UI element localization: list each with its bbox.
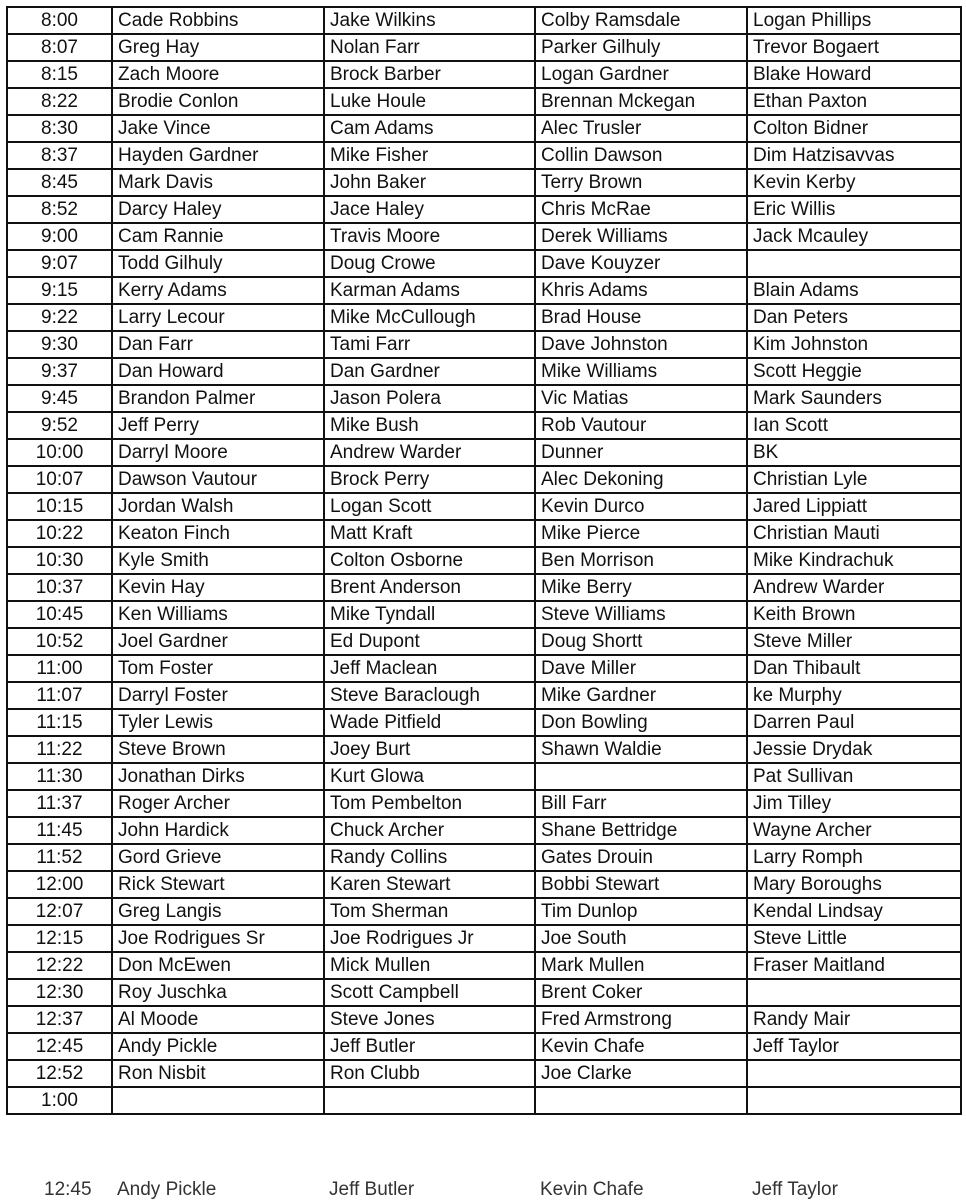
player-cell: [535, 1087, 747, 1114]
table-row: [7, 304, 961, 331]
player-cell: Mike Tyndall: [324, 601, 535, 628]
player-cell: Joey Burt: [324, 736, 535, 763]
player-cell: Keaton Finch: [112, 520, 324, 547]
player-cell: Steve Jones: [324, 1006, 535, 1033]
tee-time-cell: 11:37: [7, 790, 112, 817]
player-cell: Dave Johnston: [535, 331, 747, 358]
tee-time-cell: 9:07: [7, 250, 112, 277]
table-row: [7, 223, 961, 250]
player-cell: Bobbi Stewart: [535, 871, 747, 898]
table-row: [7, 763, 961, 790]
table-row: [7, 1060, 961, 1087]
player-cell: Logan Gardner: [535, 61, 747, 88]
table-row: [7, 952, 961, 979]
player-cell: Roger Archer: [112, 790, 324, 817]
table-row: [7, 7, 961, 34]
tee-time-cell: 8:52: [7, 196, 112, 223]
player-cell: Dan Farr: [112, 331, 324, 358]
player-cell: Chuck Archer: [324, 817, 535, 844]
tee-time-cell: 10:07: [7, 466, 112, 493]
player-cell: Roy Juschka: [112, 979, 324, 1006]
player-cell: Mike Gardner: [535, 682, 747, 709]
player-cell: Ethan Paxton: [747, 88, 961, 115]
table-row: [7, 250, 961, 277]
table-row: [7, 871, 961, 898]
player-cell: Jonathan Dirks: [112, 763, 324, 790]
player-cell: Jack Mcauley: [747, 223, 961, 250]
player-cell: Dawson Vautour: [112, 466, 324, 493]
cutoff-player-3: Kevin Chafe: [540, 1179, 644, 1200]
player-cell: Brennan Mckegan: [535, 88, 747, 115]
tee-time-cell: 8:22: [7, 88, 112, 115]
tee-time-cell: 12:37: [7, 1006, 112, 1033]
player-cell: Jeff Maclean: [324, 655, 535, 682]
player-cell: Jake Vince: [112, 115, 324, 142]
player-cell: Logan Phillips: [747, 7, 961, 34]
player-cell: Christian Mauti: [747, 520, 961, 547]
player-cell: Mike Fisher: [324, 142, 535, 169]
player-cell: Jake Wilkins: [324, 7, 535, 34]
player-cell: Steve Williams: [535, 601, 747, 628]
player-cell: Ed Dupont: [324, 628, 535, 655]
tee-time-cell: 11:00: [7, 655, 112, 682]
player-cell: Scott Heggie: [747, 358, 961, 385]
player-cell: BK: [747, 439, 961, 466]
player-cell: Logan Scott: [324, 493, 535, 520]
tee-time-cell: 11:52: [7, 844, 112, 871]
player-cell: Mary Boroughs: [747, 871, 961, 898]
table-row: [7, 844, 961, 871]
player-cell: Mark Saunders: [747, 385, 961, 412]
player-cell: Joe Clarke: [535, 1060, 747, 1087]
player-cell: Larry Lecour: [112, 304, 324, 331]
player-cell: Mark Mullen: [535, 952, 747, 979]
player-cell: Don Bowling: [535, 709, 747, 736]
tee-time-cell: 9:00: [7, 223, 112, 250]
player-cell: Jeff Taylor: [747, 1033, 961, 1060]
player-cell: Vic Matias: [535, 385, 747, 412]
player-cell: Joe Rodrigues Jr: [324, 925, 535, 952]
player-cell: Joe South: [535, 925, 747, 952]
player-cell: Gates Drouin: [535, 844, 747, 871]
player-cell: Steve Brown: [112, 736, 324, 763]
player-cell: Khris Adams: [535, 277, 747, 304]
table-row: [7, 547, 961, 574]
tee-time-cell: 11:30: [7, 763, 112, 790]
player-cell: Steve Little: [747, 925, 961, 952]
tee-time-cell: 10:00: [7, 439, 112, 466]
player-cell: Al Moode: [112, 1006, 324, 1033]
player-cell: Larry Romph: [747, 844, 961, 871]
cutoff-player-1: Andy Pickle: [117, 1179, 217, 1200]
player-cell: [747, 979, 961, 1006]
player-cell: Kim Johnston: [747, 331, 961, 358]
player-cell: Colby Ramsdale: [535, 7, 747, 34]
table-row: [7, 979, 961, 1006]
player-cell: Kevin Hay: [112, 574, 324, 601]
table-row: [7, 88, 961, 115]
player-cell: Brock Perry: [324, 466, 535, 493]
player-cell: Dunner: [535, 439, 747, 466]
player-cell: Blain Adams: [747, 277, 961, 304]
player-cell: Darren Paul: [747, 709, 961, 736]
table-row: [7, 439, 961, 466]
player-cell: Don McEwen: [112, 952, 324, 979]
player-cell: Jeff Butler: [324, 1033, 535, 1060]
player-cell: Kevin Durco: [535, 493, 747, 520]
player-cell: Jared Lippiatt: [747, 493, 961, 520]
tee-time-cell: 8:15: [7, 61, 112, 88]
tee-time-cell: 8:00: [7, 7, 112, 34]
player-cell: Tom Foster: [112, 655, 324, 682]
tee-time-cell: 11:07: [7, 682, 112, 709]
player-cell: Dan Howard: [112, 358, 324, 385]
player-cell: Mark Davis: [112, 169, 324, 196]
player-cell: Randy Collins: [324, 844, 535, 871]
player-cell: Mike Williams: [535, 358, 747, 385]
player-cell: Karen Stewart: [324, 871, 535, 898]
tee-time-cell: 11:22: [7, 736, 112, 763]
player-cell: Dave Kouyzer: [535, 250, 747, 277]
player-cell: Steve Miller: [747, 628, 961, 655]
tee-time-cell: 1:00: [7, 1087, 112, 1114]
tee-time-cell: 10:37: [7, 574, 112, 601]
player-cell: Steve Baraclough: [324, 682, 535, 709]
table-row: [7, 682, 961, 709]
tee-time-cell: 9:52: [7, 412, 112, 439]
player-cell: Joe Rodrigues Sr: [112, 925, 324, 952]
tee-time-cell: 9:22: [7, 304, 112, 331]
player-cell: Bill Farr: [535, 790, 747, 817]
tee-time-cell: 12:00: [7, 871, 112, 898]
player-cell: Hayden Gardner: [112, 142, 324, 169]
player-cell: Wade Pitfield: [324, 709, 535, 736]
table-row: [7, 358, 961, 385]
player-cell: Rick Stewart: [112, 871, 324, 898]
player-cell: John Baker: [324, 169, 535, 196]
tee-time-cell: 12:15: [7, 925, 112, 952]
player-cell: Ken Williams: [112, 601, 324, 628]
tee-time-cell: 10:52: [7, 628, 112, 655]
player-cell: Joel Gardner: [112, 628, 324, 655]
player-cell: Andy Pickle: [112, 1033, 324, 1060]
cutoff-player-2: Jeff Butler: [329, 1179, 415, 1200]
player-cell: Colton Bidner: [747, 115, 961, 142]
tee-time-cell: 12:52: [7, 1060, 112, 1087]
player-cell: Greg Hay: [112, 34, 324, 61]
player-cell: Brent Coker: [535, 979, 747, 1006]
table-row: [7, 142, 961, 169]
player-cell: Keith Brown: [747, 601, 961, 628]
table-row: [7, 817, 961, 844]
player-cell: Doug Crowe: [324, 250, 535, 277]
player-cell: Kevin Kerby: [747, 169, 961, 196]
player-cell: Mike McCullough: [324, 304, 535, 331]
player-cell: Kendal Lindsay: [747, 898, 961, 925]
player-cell: Mike Kindrachuk: [747, 547, 961, 574]
player-cell: Mick Mullen: [324, 952, 535, 979]
player-cell: Greg Langis: [112, 898, 324, 925]
tee-time-cell: 9:30: [7, 331, 112, 358]
tee-time-cell: 12:22: [7, 952, 112, 979]
table-row: [7, 169, 961, 196]
player-cell: [747, 250, 961, 277]
player-cell: Mike Bush: [324, 412, 535, 439]
player-cell: Tim Dunlop: [535, 898, 747, 925]
player-cell: Pat Sullivan: [747, 763, 961, 790]
player-cell: Dan Peters: [747, 304, 961, 331]
player-cell: Collin Dawson: [535, 142, 747, 169]
cutoff-row: [6, 1179, 960, 1200]
player-cell: Terry Brown: [535, 169, 747, 196]
player-cell: Matt Kraft: [324, 520, 535, 547]
tee-time-cell: 8:37: [7, 142, 112, 169]
player-cell: Ben Morrison: [535, 547, 747, 574]
player-cell: Kevin Chafe: [535, 1033, 747, 1060]
player-cell: [324, 1087, 535, 1114]
player-cell: [112, 1087, 324, 1114]
player-cell: Karman Adams: [324, 277, 535, 304]
player-cell: Mike Berry: [535, 574, 747, 601]
player-cell: Nolan Farr: [324, 34, 535, 61]
table-row: [7, 115, 961, 142]
player-cell: Zach Moore: [112, 61, 324, 88]
table-row: [7, 628, 961, 655]
player-cell: Cam Rannie: [112, 223, 324, 250]
tee-time-cell: 9:45: [7, 385, 112, 412]
table-row: [7, 1006, 961, 1033]
player-cell: Brad House: [535, 304, 747, 331]
player-cell: Mike Pierce: [535, 520, 747, 547]
table-row: [7, 736, 961, 763]
player-cell: Jeff Perry: [112, 412, 324, 439]
table-row: [7, 61, 961, 88]
tee-time-cell: 12:45: [7, 1033, 112, 1060]
cutoff-time: 12:45: [44, 1179, 92, 1200]
player-cell: Darcy Haley: [112, 196, 324, 223]
player-cell: [535, 763, 747, 790]
table-row: [7, 196, 961, 223]
player-cell: Kyle Smith: [112, 547, 324, 574]
player-cell: Chris McRae: [535, 196, 747, 223]
tee-time-cell: 12:30: [7, 979, 112, 1006]
tee-time-cell: 12:07: [7, 898, 112, 925]
player-cell: Derek Williams: [535, 223, 747, 250]
player-cell: ke Murphy: [747, 682, 961, 709]
player-cell: Todd Gilhuly: [112, 250, 324, 277]
player-cell: Cam Adams: [324, 115, 535, 142]
tee-time-cell: 10:45: [7, 601, 112, 628]
player-cell: Dan Gardner: [324, 358, 535, 385]
tee-time-rows: [7, 7, 961, 1114]
player-cell: Eric Willis: [747, 196, 961, 223]
table-row: [7, 412, 961, 439]
player-cell: Jim Tilley: [747, 790, 961, 817]
table-row: [7, 466, 961, 493]
table-row: [7, 34, 961, 61]
player-cell: Tami Farr: [324, 331, 535, 358]
tee-time-cell: 8:45: [7, 169, 112, 196]
table-row: [7, 790, 961, 817]
table-row: [7, 1087, 961, 1114]
tee-time-table: [6, 6, 962, 1115]
table-row: [7, 277, 961, 304]
player-cell: Gord Grieve: [112, 844, 324, 871]
player-cell: Dan Thibault: [747, 655, 961, 682]
player-cell: Alec Trusler: [535, 115, 747, 142]
player-cell: Brandon Palmer: [112, 385, 324, 412]
player-cell: Christian Lyle: [747, 466, 961, 493]
player-cell: Brent Anderson: [324, 574, 535, 601]
tee-time-cell: 10:30: [7, 547, 112, 574]
player-cell: [747, 1060, 961, 1087]
player-cell: Tyler Lewis: [112, 709, 324, 736]
player-cell: Wayne Archer: [747, 817, 961, 844]
table-row: [7, 601, 961, 628]
tee-time-cell: 10:22: [7, 520, 112, 547]
player-cell: Darryl Moore: [112, 439, 324, 466]
table-row: [7, 655, 961, 682]
cutoff-player-4: Jeff Taylor: [752, 1179, 838, 1200]
table-row: [7, 925, 961, 952]
player-cell: Doug Shortt: [535, 628, 747, 655]
player-cell: Brock Barber: [324, 61, 535, 88]
player-cell: Ian Scott: [747, 412, 961, 439]
player-cell: Dim Hatzisavvas: [747, 142, 961, 169]
player-cell: Dave Miller: [535, 655, 747, 682]
table-row: [7, 493, 961, 520]
player-cell: Kurt Glowa: [324, 763, 535, 790]
player-cell: Andrew Warder: [324, 439, 535, 466]
player-cell: Scott Campbell: [324, 979, 535, 1006]
player-cell: Fred Armstrong: [535, 1006, 747, 1033]
tee-time-cell: 8:07: [7, 34, 112, 61]
player-cell: Blake Howard: [747, 61, 961, 88]
player-cell: Ron Nisbit: [112, 1060, 324, 1087]
table-row: [7, 1033, 961, 1060]
player-cell: Brodie Conlon: [112, 88, 324, 115]
player-cell: Rob Vautour: [535, 412, 747, 439]
player-cell: Jace Haley: [324, 196, 535, 223]
player-cell: Colton Osborne: [324, 547, 535, 574]
player-cell: Kerry Adams: [112, 277, 324, 304]
player-cell: Randy Mair: [747, 1006, 961, 1033]
player-cell: Darryl Foster: [112, 682, 324, 709]
tee-time-cell: 8:30: [7, 115, 112, 142]
player-cell: Shane Bettridge: [535, 817, 747, 844]
player-cell: John Hardick: [112, 817, 324, 844]
player-cell: Fraser Maitland: [747, 952, 961, 979]
tee-time-cell: 11:45: [7, 817, 112, 844]
player-cell: Andrew Warder: [747, 574, 961, 601]
player-cell: Jason Polera: [324, 385, 535, 412]
tee-time-cell: 9:15: [7, 277, 112, 304]
player-cell: Tom Pembelton: [324, 790, 535, 817]
player-cell: Jordan Walsh: [112, 493, 324, 520]
player-cell: Cade Robbins: [112, 7, 324, 34]
tee-time-cell: 9:37: [7, 358, 112, 385]
table-row: [7, 898, 961, 925]
player-cell: Shawn Waldie: [535, 736, 747, 763]
player-cell: Alec Dekoning: [535, 466, 747, 493]
player-cell: Tom Sherman: [324, 898, 535, 925]
player-cell: Luke Houle: [324, 88, 535, 115]
table-row: [7, 331, 961, 358]
player-cell: Parker Gilhuly: [535, 34, 747, 61]
tee-time-cell: 10:15: [7, 493, 112, 520]
table-row: [7, 520, 961, 547]
tee-time-cell: 11:15: [7, 709, 112, 736]
player-cell: Ron Clubb: [324, 1060, 535, 1087]
player-cell: [747, 1087, 961, 1114]
player-cell: Trevor Bogaert: [747, 34, 961, 61]
table-row: [7, 574, 961, 601]
player-cell: Travis Moore: [324, 223, 535, 250]
player-cell: Jessie Drydak: [747, 736, 961, 763]
table-row: [7, 385, 961, 412]
table-row: [7, 709, 961, 736]
